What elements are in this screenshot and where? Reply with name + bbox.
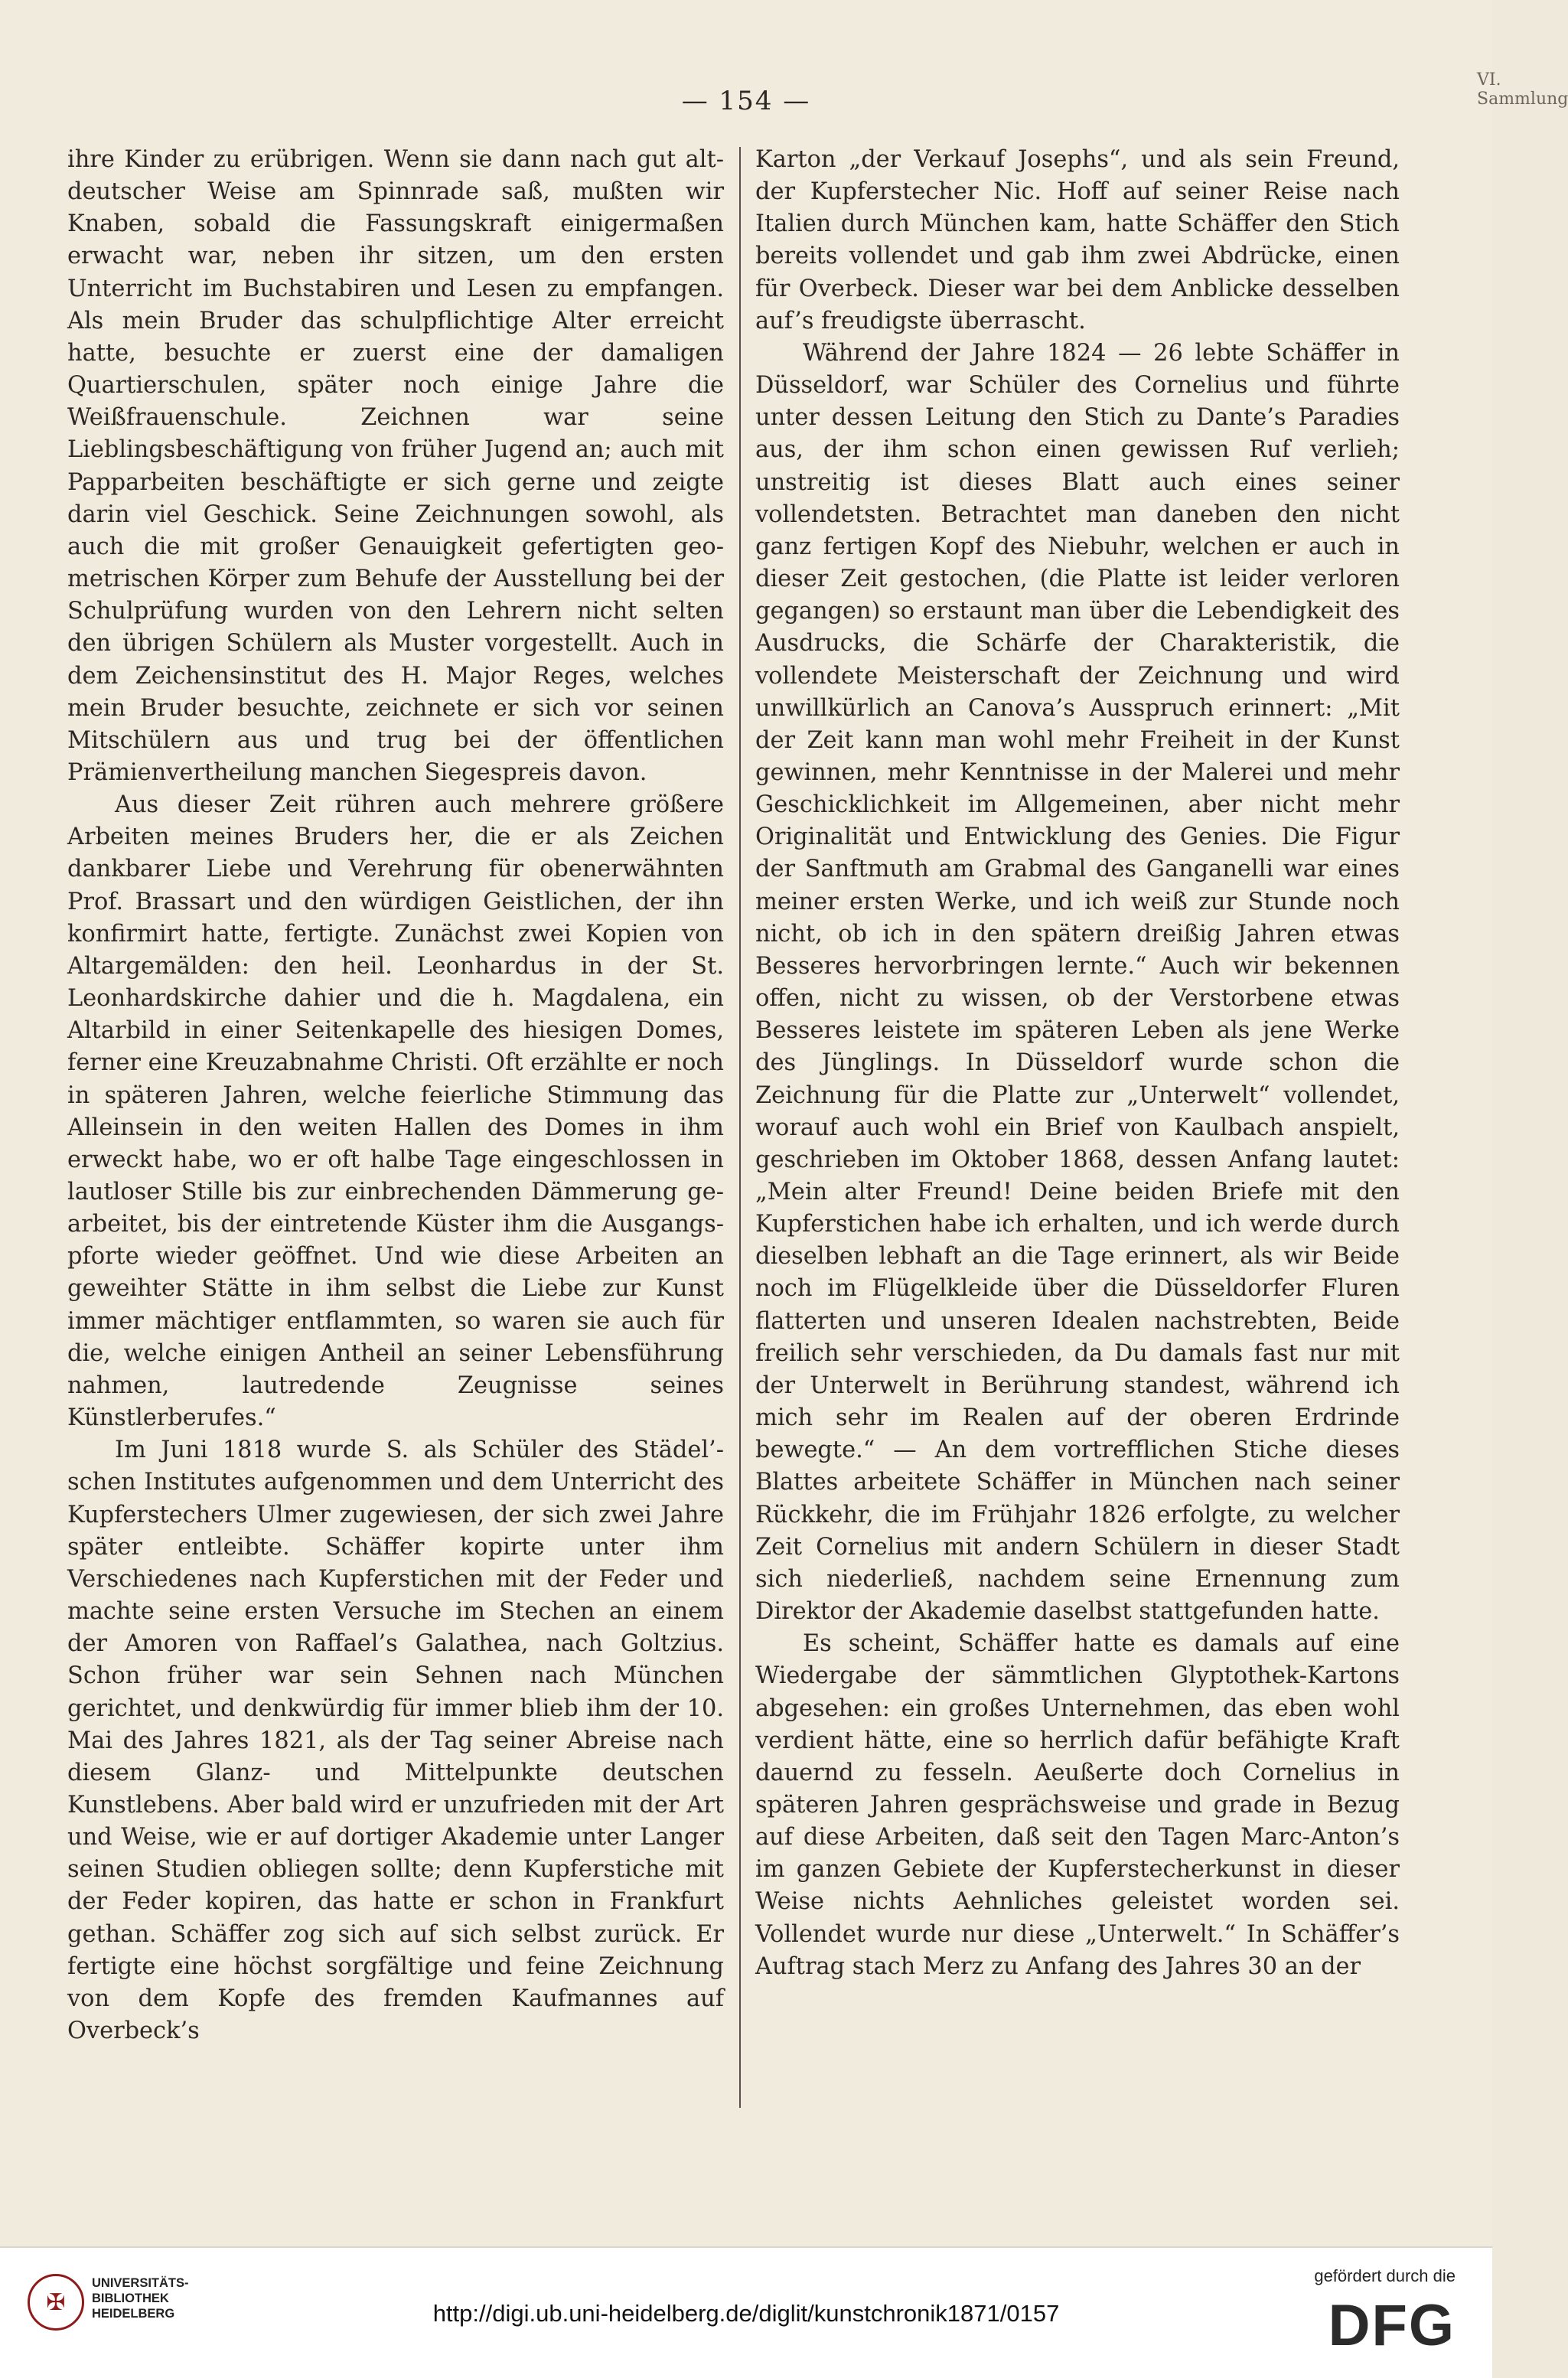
paragraph: Karton „der Verkauf Josephs“, und als sein Freund, der Kupferstecher Nic. Hoff auf seiner Reise nach Italien durch München kam, hatte Schäffer den Stich bereits vollendet und gab ihm zwei Abdrücke, einen für Overbeck. Dieser war bei dem Anblicke desselben auf’s freudigste überrascht. (755, 146, 1400, 334)
paragraph: Während der Jahre 1824 — 26 lebte Schäffer in Düsseldorf, war Schüler des Cornelius und führte unter dessen Leitung den Stich zu Dante’s Paradies aus, der ihm schon einen gewissen Ruf verlieh; unstreitig ist dieses Blatt auch eines seiner vollendetsten. Betrachtet man daneben den nicht ganz fertigen Kopf des Niebuhr, welchen er auch in dieser Zeit gestochen, (die Platte ist leider verloren gegangen) so erstaunt man über die Lebendigkeit des Ausdrucks, die Schärfe der Charakteristik, die vollendete Meisterschaft der Zeichnung und wird unwillkürlich an Canova’s Ausspruch erinnert: „Mit der Zeit kann man wohl mehr Freiheit in der Kunst gewinnen, mehr Kenntnisse in der Malerei und mehr Geschicklichkeit im Allgemeinen, aber nicht mehr Originalität und Entwicklung des Genies. Die Figur der Sanftmuth am Grabmal des Ganganelli war eines meiner ersten Werke, und ich weiß zur Stunde noch nicht, ob ich in den spätern dreißig Jahren etwas Besseres hervorbringen lernte.“ Auch wir bekennen offen, nicht zu wissen, ob der Verstorbene etwas Besseres leistete im späteren Leben als jene Werke des Jünglings. In Düsseldorf wurde schon die Zeichnung für die Platte zur „Unterwelt“ vollendet, worauf auch wohl ein Brief von Kaulbach anspielt, geschrieben im Oktober 1868, dessen Anfang lautet: „Mein alter Freund! Deine beiden Briefe mit den Kupferstichen habe ich erhalten, und ich werde durch dieselben lebhaft an die Tage erinnert, als wir Beide noch im Flügelkleide über die Düsseldorfer Fluren flatterten und unseren Idealen nachstrebten, Beide freilich sehr verschieden, da Du damals fast nur mit der Unterwelt in Berührung standest, während ich mich sehr im Realen auf der oberen Erdrinde bewegte.“ — An dem vortrefflichen Stiche dieses Blattes arbeitete Schäffer in München nach seiner Rückkehr, die im Frühjahr 1826 erfolgte, zu welcher Zeit Cornelius mit andern Schülern in dieser Stadt sich niederließ, nachdem seine Ernennung zum Direktor der Akademie daselbst stattgefunden hatte. (755, 339, 1400, 1626)
page-number: — 154 — (681, 86, 811, 116)
funder-caption: gefördert durch die (1314, 2266, 1456, 2285)
dfg-wordmark: DFG (1328, 2293, 1456, 2358)
paragraph: Im Juni 1818 wurde S. als Schüler des Städel’schen Institutes aufgenommen und dem Unterricht des Kupferstechers Ulmer zugewiesen, der sich zwei Jahre später entleibte. Schäffer kopirte unter ihm Verschiedenes nach Kupferstichen mit der Feder und machte seine ersten Versuche im Stechen an einem der Amoren von Raffael’s Galathea, nach Goltzius. Schon früher war sein Sehnen nach München gerichtet, und denkwürdig für immer blieb ihm der 10. Mai des Jahres 1821, als der Tag seiner Abreise nach diesem Glanz- und Mittelpunkte deutschen Kunstlebens. Aber bald wird er unzufrieden mit der Art und Weise, wie er auf dortiger Akademie unter Langer seinen Studien obliegen sollte; denn Kupferstiche mit der Feder kopiren, das hatte er schon in Frankfurt gethan. Schäffer zog sich auf sich selbst zurück. Er fertigte eine höchst sorgfältige und feine Zeichnung von dem Kopfe des fremden Kaufmannes auf Overbeck’s (67, 1437, 724, 2045)
paragraph: ihre Kinder zu erübrigen. Wenn sie dann nach gut altdeutscher Weise am Spinnrade saß, mußten wir Knaben, sobald die Fassungskraft einigermaßen erwacht war, neben ihr sitzen, um den ersten Unterricht im Buchstabiren und Lesen zu empfangen. Als mein Bruder das schulpflichtige Alter erreicht hatte, besuchte er zuerst eine der damaligen Quartierschulen, später noch einige Jahre die Weißfrauenschule. Zeichnen war seine Lieblingsbeschäftigung von früher Jugend an; auch mit Papparbeiten beschäftigte er sich gerne und zeigte darin viel Geschick. Seine Zeichnungen sowohl, als auch die mit großer Genauigkeit gefertigten geometrischen Körper zum Behufe der Ausstellung bei der Schulprüfung wurden von den Lehrern nicht selten den übrigen Schülern als Muster vorgestellt. Auch in dem Zeichensinstitut des H. Major Reges, welches mein Bruder besuchte, zeichnete er sich vor seinen Mitschülern aus und trug bei der öffentlichen Prämienvertheilung manchen Siegespreis davon. (67, 146, 724, 786)
paragraph: Es scheint, Schäffer hatte es damals auf eine Wiedergabe der sämmtlichen Glyptothek-Kartons abgesehen: ein großes Unternehmen, das eben wohl verdient hätte, eine so herrlich dafür befähigte Kraft dauernd zu fesseln. Aeußerte doch Cornelius in späteren Jahren gesprächsweise und grade in Bezug auf diese Arbeiten, daß seit den Tagen Marc-Anton’s im ganzen Gebiete der Kupferstecherkunst in dieser Weise nichts Aehnliches geleistet worden sei. Vollendet wurde nur diese „Unterwelt.“ In Schäffer’s Auftrag stach Merz zu Anfang des Jahres 30 an der (755, 1630, 1400, 1980)
edge-text: VI. Sammlung (1477, 70, 1568, 109)
left-column (67, 144, 724, 2111)
column-divider (739, 147, 741, 2108)
permalink-url[interactable]: http://digi.ub.uni-heidelberg.de/diglit/kunstchronik1871/0157 (432, 2300, 1060, 2327)
university-seal-icon: ✠ (28, 2274, 84, 2331)
dfg-logo[interactable] (1257, 2266, 1456, 2366)
viewer-footer (0, 2246, 1492, 2378)
library-name: UNIVERSITÄTS- BIBLIOTHEK HEIDELBERG (92, 2276, 189, 2321)
right-column (755, 144, 1400, 2111)
paragraph: Aus dieser Zeit rühren auch mehrere größere Arbeiten meines Bruders her, die er als Zeichen dankbarer Liebe und Verehrung für obenerwähnten Prof. Brassart und den würdigen Geistlichen, der ihn konfirmirt hatte, fertigte. Zunächst zwei Kopien von Altargemälden: den heil. Leonhardus in der St. Leonhardskirche dahier und die h. Magdalena, ein Altarbild in einer Seitenkapelle des hiesigen Domes, ferner eine Kreuzabnahme Christi. Oft erzählte er noch in späteren Jahren, welche feierliche Stimmung das Alleinsein in den weiten Hallen des Domes in ihm erweckt habe, wo er oft halbe Tage eingeschlossen in lautloser Stille bis zur einbrechenden Dämmerung gearbeitet, bis der eintretende Küster ihm die Ausgangspforte wieder geöffnet. Und wie diese Arbeiten an geweihter Stätte in ihm selbst die Liebe zur Kunst immer mächtiger entflammten, so waren sie auch für die, welche einigen Antheil an seiner Lebensführung nahmen, lautredende Zeugnisse seines Künstlerberufes.“ (67, 791, 724, 1432)
